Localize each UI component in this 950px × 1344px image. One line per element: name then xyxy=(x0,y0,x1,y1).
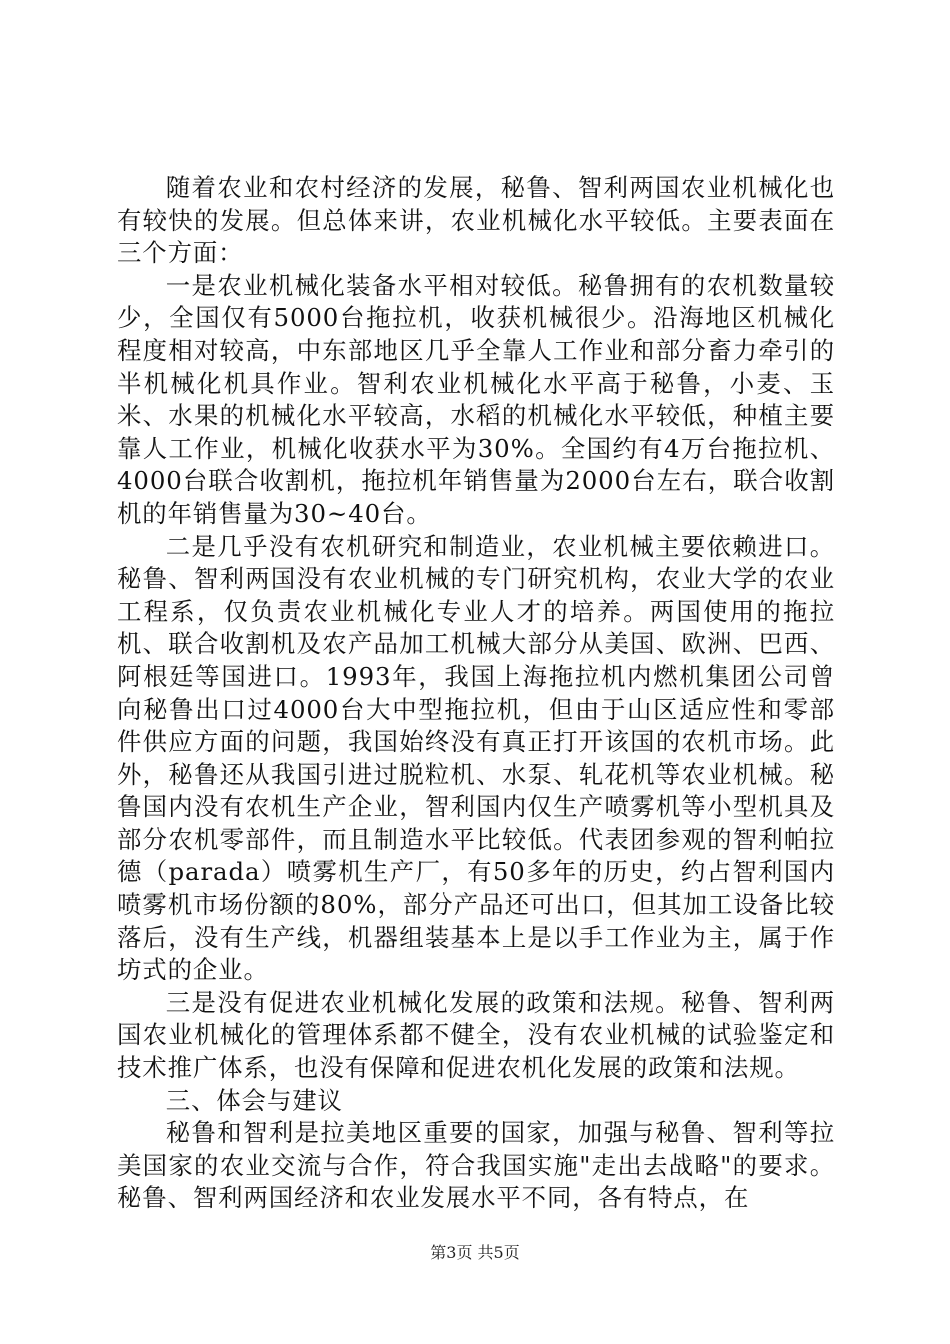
section-heading: 三、体会与建议 xyxy=(165,1085,343,1115)
paragraph-research-manufacturing: 二是几乎没有农机研究和制造业，农业机械主要依赖进口。秘鲁、智利两国没有农业机械的专门研究机构，农业大学的农业工程系，仅负责农业机械化专业人才的培养。两国使用的拖拉机、联合收割机及农产品加工机械大部分从美国、欧洲、巴西、阿根廷等国进口。1993年，我国上海拖拉机内燃机集团公司曾向秘鲁出口过4000台大中型拖拉机，但由于山区适应性和零部件供应方面的问题，我国始终没有真正打开该国的农机市场。此外，秘鲁还从我国引进过脱粒机、水泵、轧花机等农业机械。秘鲁国内没有农机生产企业，智利国内仅生产喷雾机等小型机具及部分农机零部件，而且制造水平比较低。代表团参观的智利帕拉德（parada）喷雾机生产厂，有50多年的历史，约占智利国内喷雾机市场份额的80%，部分产品还可出口，但其加工设备比较落后，没有生产线，机器组装基本上是以手工作业为主，属于作坊式的企业。 xyxy=(117,531,835,985)
paragraph-policy-regulation: 三是没有促进农业机械化发展的政策和法规。秘鲁、智利两国农业机械化的管理体系都不健全，没有农业机械的试验鉴定和技术推广体系，也没有保障和促进农机化发展的政策和法规。 xyxy=(117,987,835,1083)
paragraph-closing: 秘鲁和智利是拉美地区重要的国家，加强与秘鲁、智利等拉美国家的农业交流与合作，符合我国实施"走出去战略"的要求。秘鲁、智利两国经济和农业发展水平不同，各有特点，在 xyxy=(117,1118,835,1213)
paragraph-intro: 随着农业和农村经济的发展，秘鲁、智利两国农业机械化也有较快的发展。但总体来讲，农业机械化水平较低。主要表面在三个方面： xyxy=(117,173,835,268)
document-body xyxy=(117,172,835,1215)
paragraph-equipment-level: 一是农业机械化装备水平相对较低。秘鲁拥有的农机数量较少，全国仅有5000台拖拉机，收获机械很少。沿海地区机械化程度相对较高，中东部地区几乎全靠人工作业和部分畜力牵引的半机械化机具作业。智利农业机械化水平高于秘鲁，小麦、玉米、水果的机械化水平较高，水稻的机械化水平较低，种植主要靠人工作业，机械化收获水平为30%。全国约有4万台拖拉机、4000台联合收割机，拖拉机年销售量为2000台左右，联合收割机的年销售量为30~40台。 xyxy=(117,270,835,528)
page-number-footer: 第3页 共5页 xyxy=(430,1243,520,1262)
